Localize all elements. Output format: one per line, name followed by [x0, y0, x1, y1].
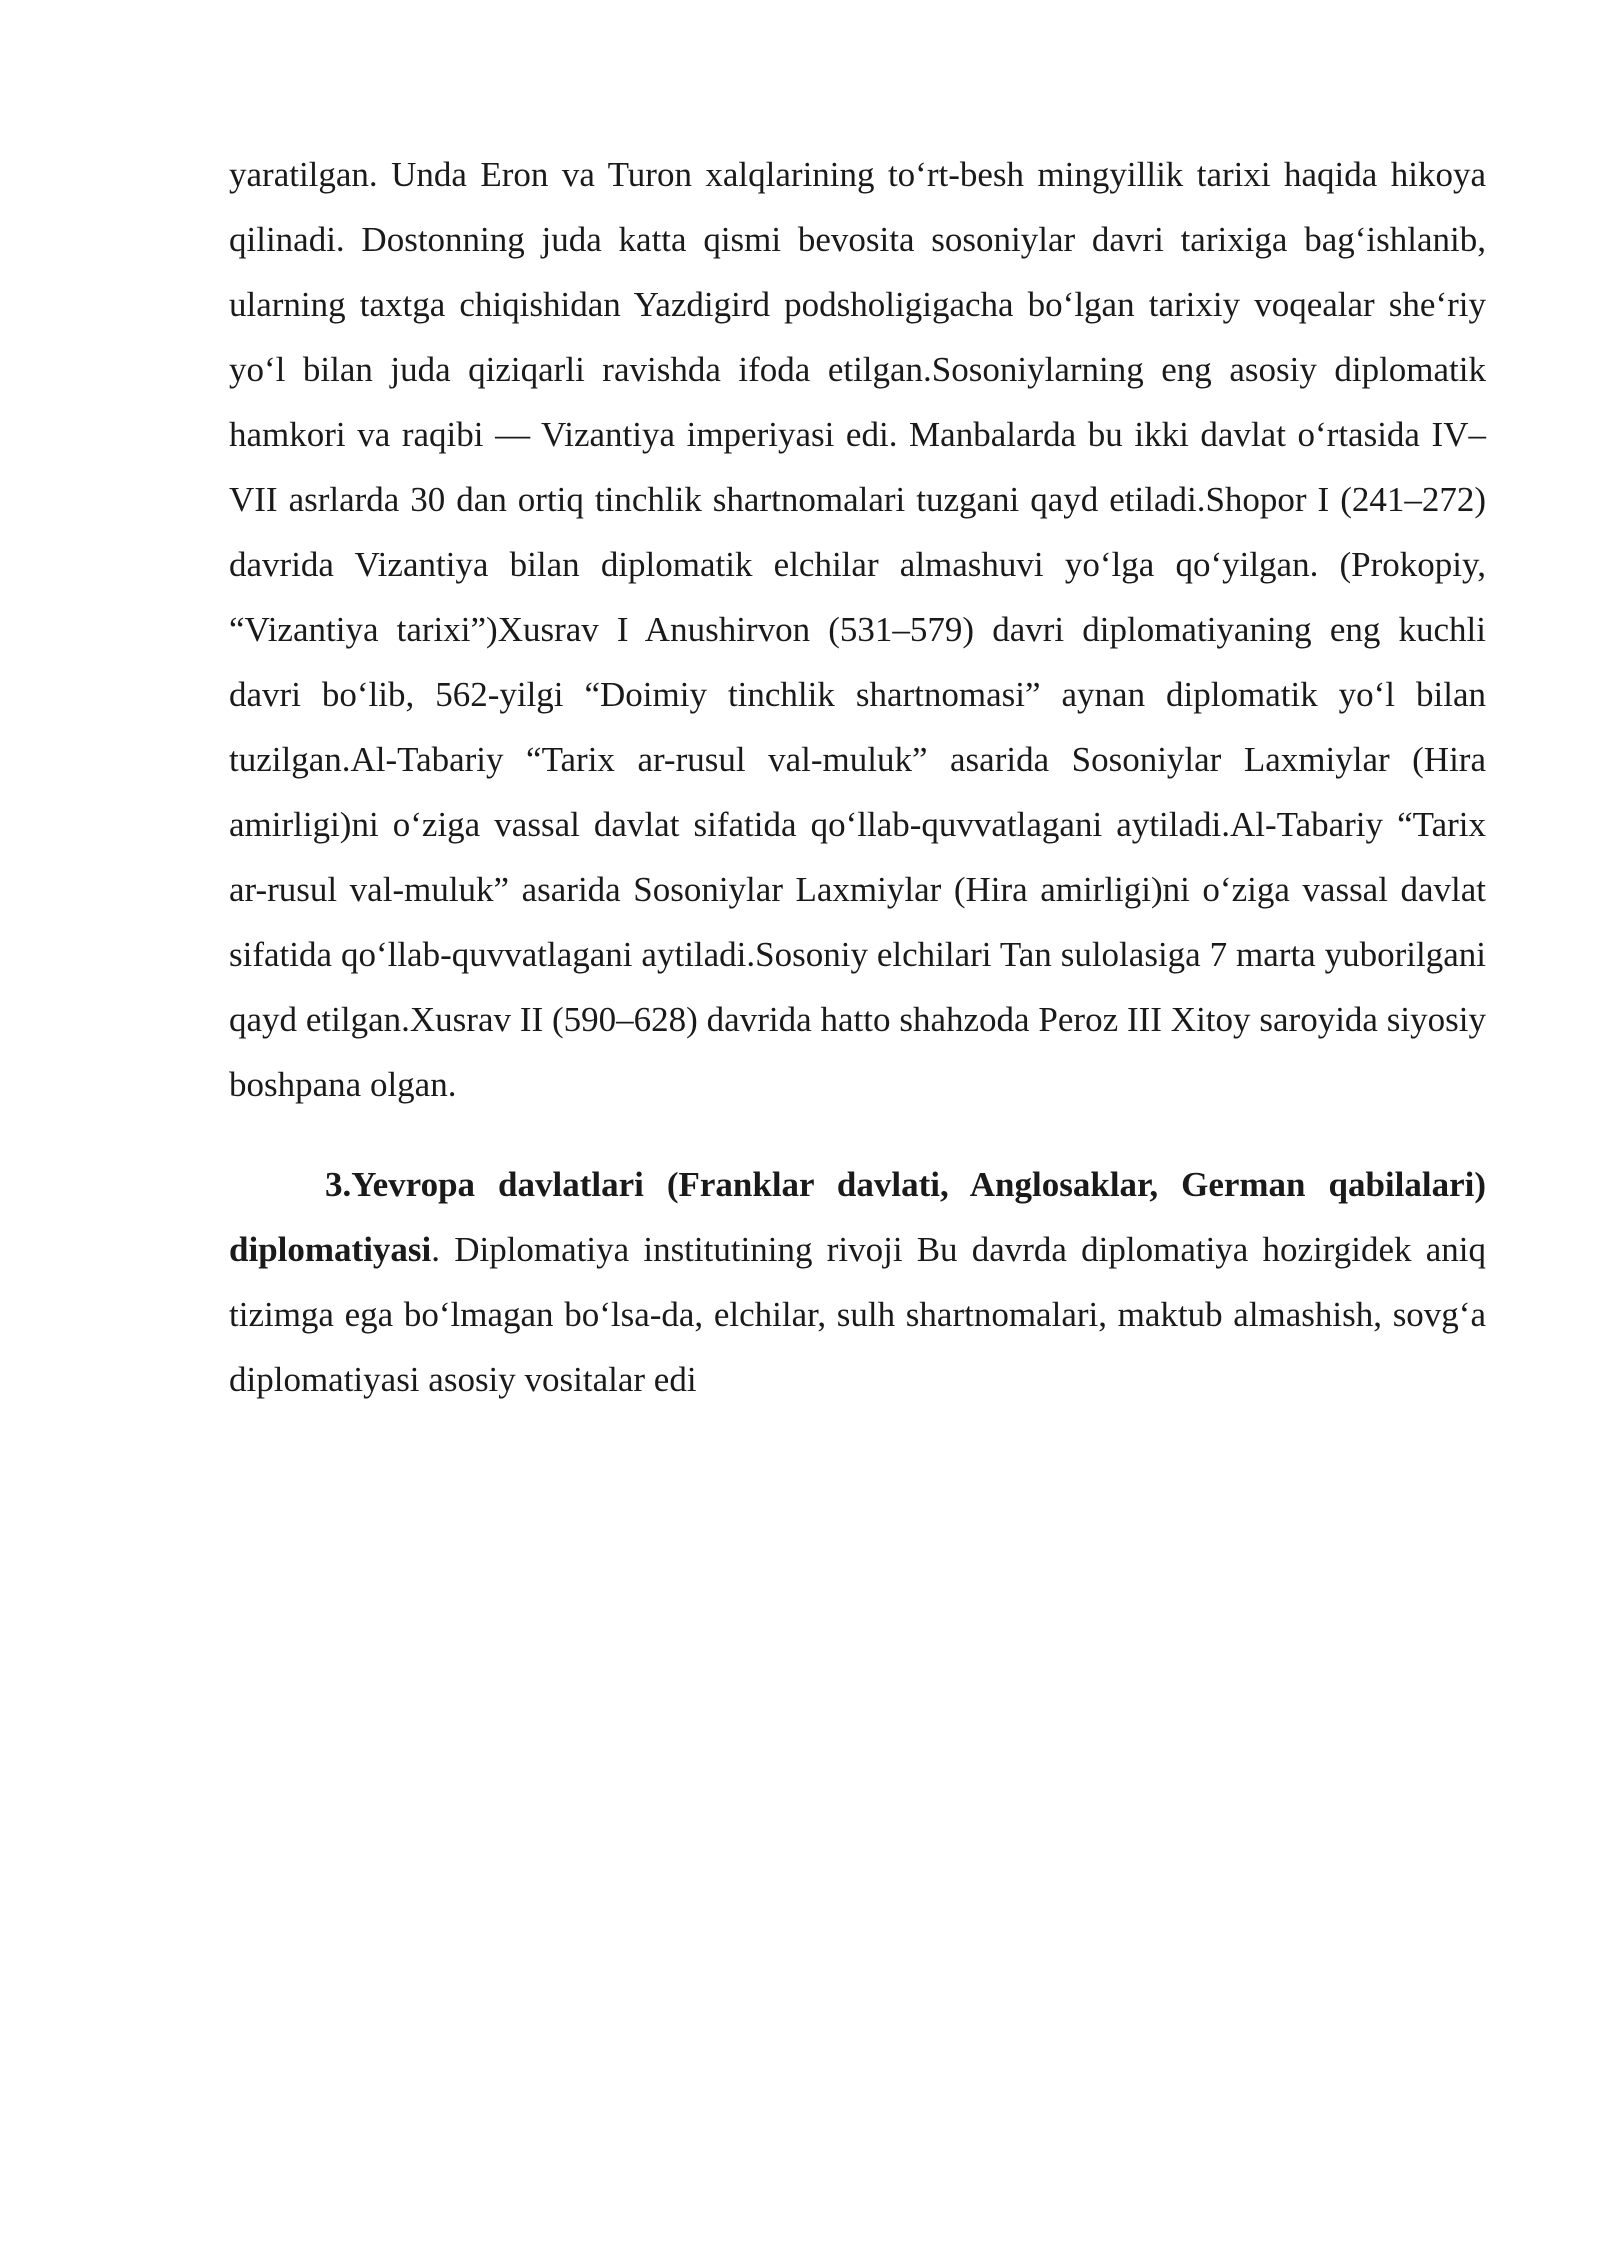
- section-3-heading: 3.Yevropa davlatlari (Franklar davlati, Anglosaklar, German qabilalari) diplomatiyasi: [229, 1165, 1486, 1269]
- page-content: [229, 142, 1486, 1412]
- body-paragraph: yaratilgan. Unda Eron va Turon xalqlarining to‘rt-besh mingyillik tarixi haqida hikoya qilinadi. Dostonning juda katta qismi bevosita sosoniylar davri tarixiga bag‘ishlanib, ularning taxtga chiqishidan Yazdigird podsholigigacha bo‘lgan tarixiy voqealar she‘riy yo‘l bilan juda qiziqarli ravishda ifoda etilgan.Sosoniylarning eng asosiy diplomatik hamkori va raqibi — Vizantiya imperiyasi edi. Manbalarda bu ikki davlat o‘rtasida IV–VII asrlarda 30 dan ortiq tinchlik shartnomalari tuzgani qayd etiladi.Shopor I (241–272) davrida Vizantiya bilan diplomatik elchilar almashuvi yo‘lga qo‘yilgan. (Prokopiy, “Vizantiya tarixi”)Xusrav I Anushirvon (531–579) davri diplomatiyaning eng kuchli davri bo‘lib, 562-yilgi “Doimiy tinchlik shartnomasi” aynan diplomatik yo‘l bilan tuzilgan.Al-Tabariy “Tarix ar-rusul val-muluk” asarida Sosoniylar Laxmiylar (Hira amirligi)ni o‘ziga vassal davlat sifatida qo‘llab-quvvatlagani aytiladi.Al-Tabariy “Tarix ar-rusul val-muluk” asarida Sosoniylar Laxmiylar (Hira amirligi)ni o‘ziga vassal davlat sifatida qo‘llab-quvvatlagani aytiladi.Sosoniy elchilari Tan sulolasiga 7 marta yuborilgani qayd etilgan.Xusrav II (590–628) davrida hatto shahzoda Peroz III Xitoy saroyida siyosiy boshpana olgan.: [229, 155, 1486, 1104]
- section-3-paragraph: [229, 1152, 1486, 1412]
- section-3-text: . Diplomatiya institutining rivoji Bu davrda diplomatiya hozirgidek aniq tizimga ega bo‘lmagan bo‘lsa-da, elchilar, sulh shartnomalari, maktub almashish, sovg‘a diplomatiyasi asosiy vositalar edi: [229, 1230, 1486, 1399]
